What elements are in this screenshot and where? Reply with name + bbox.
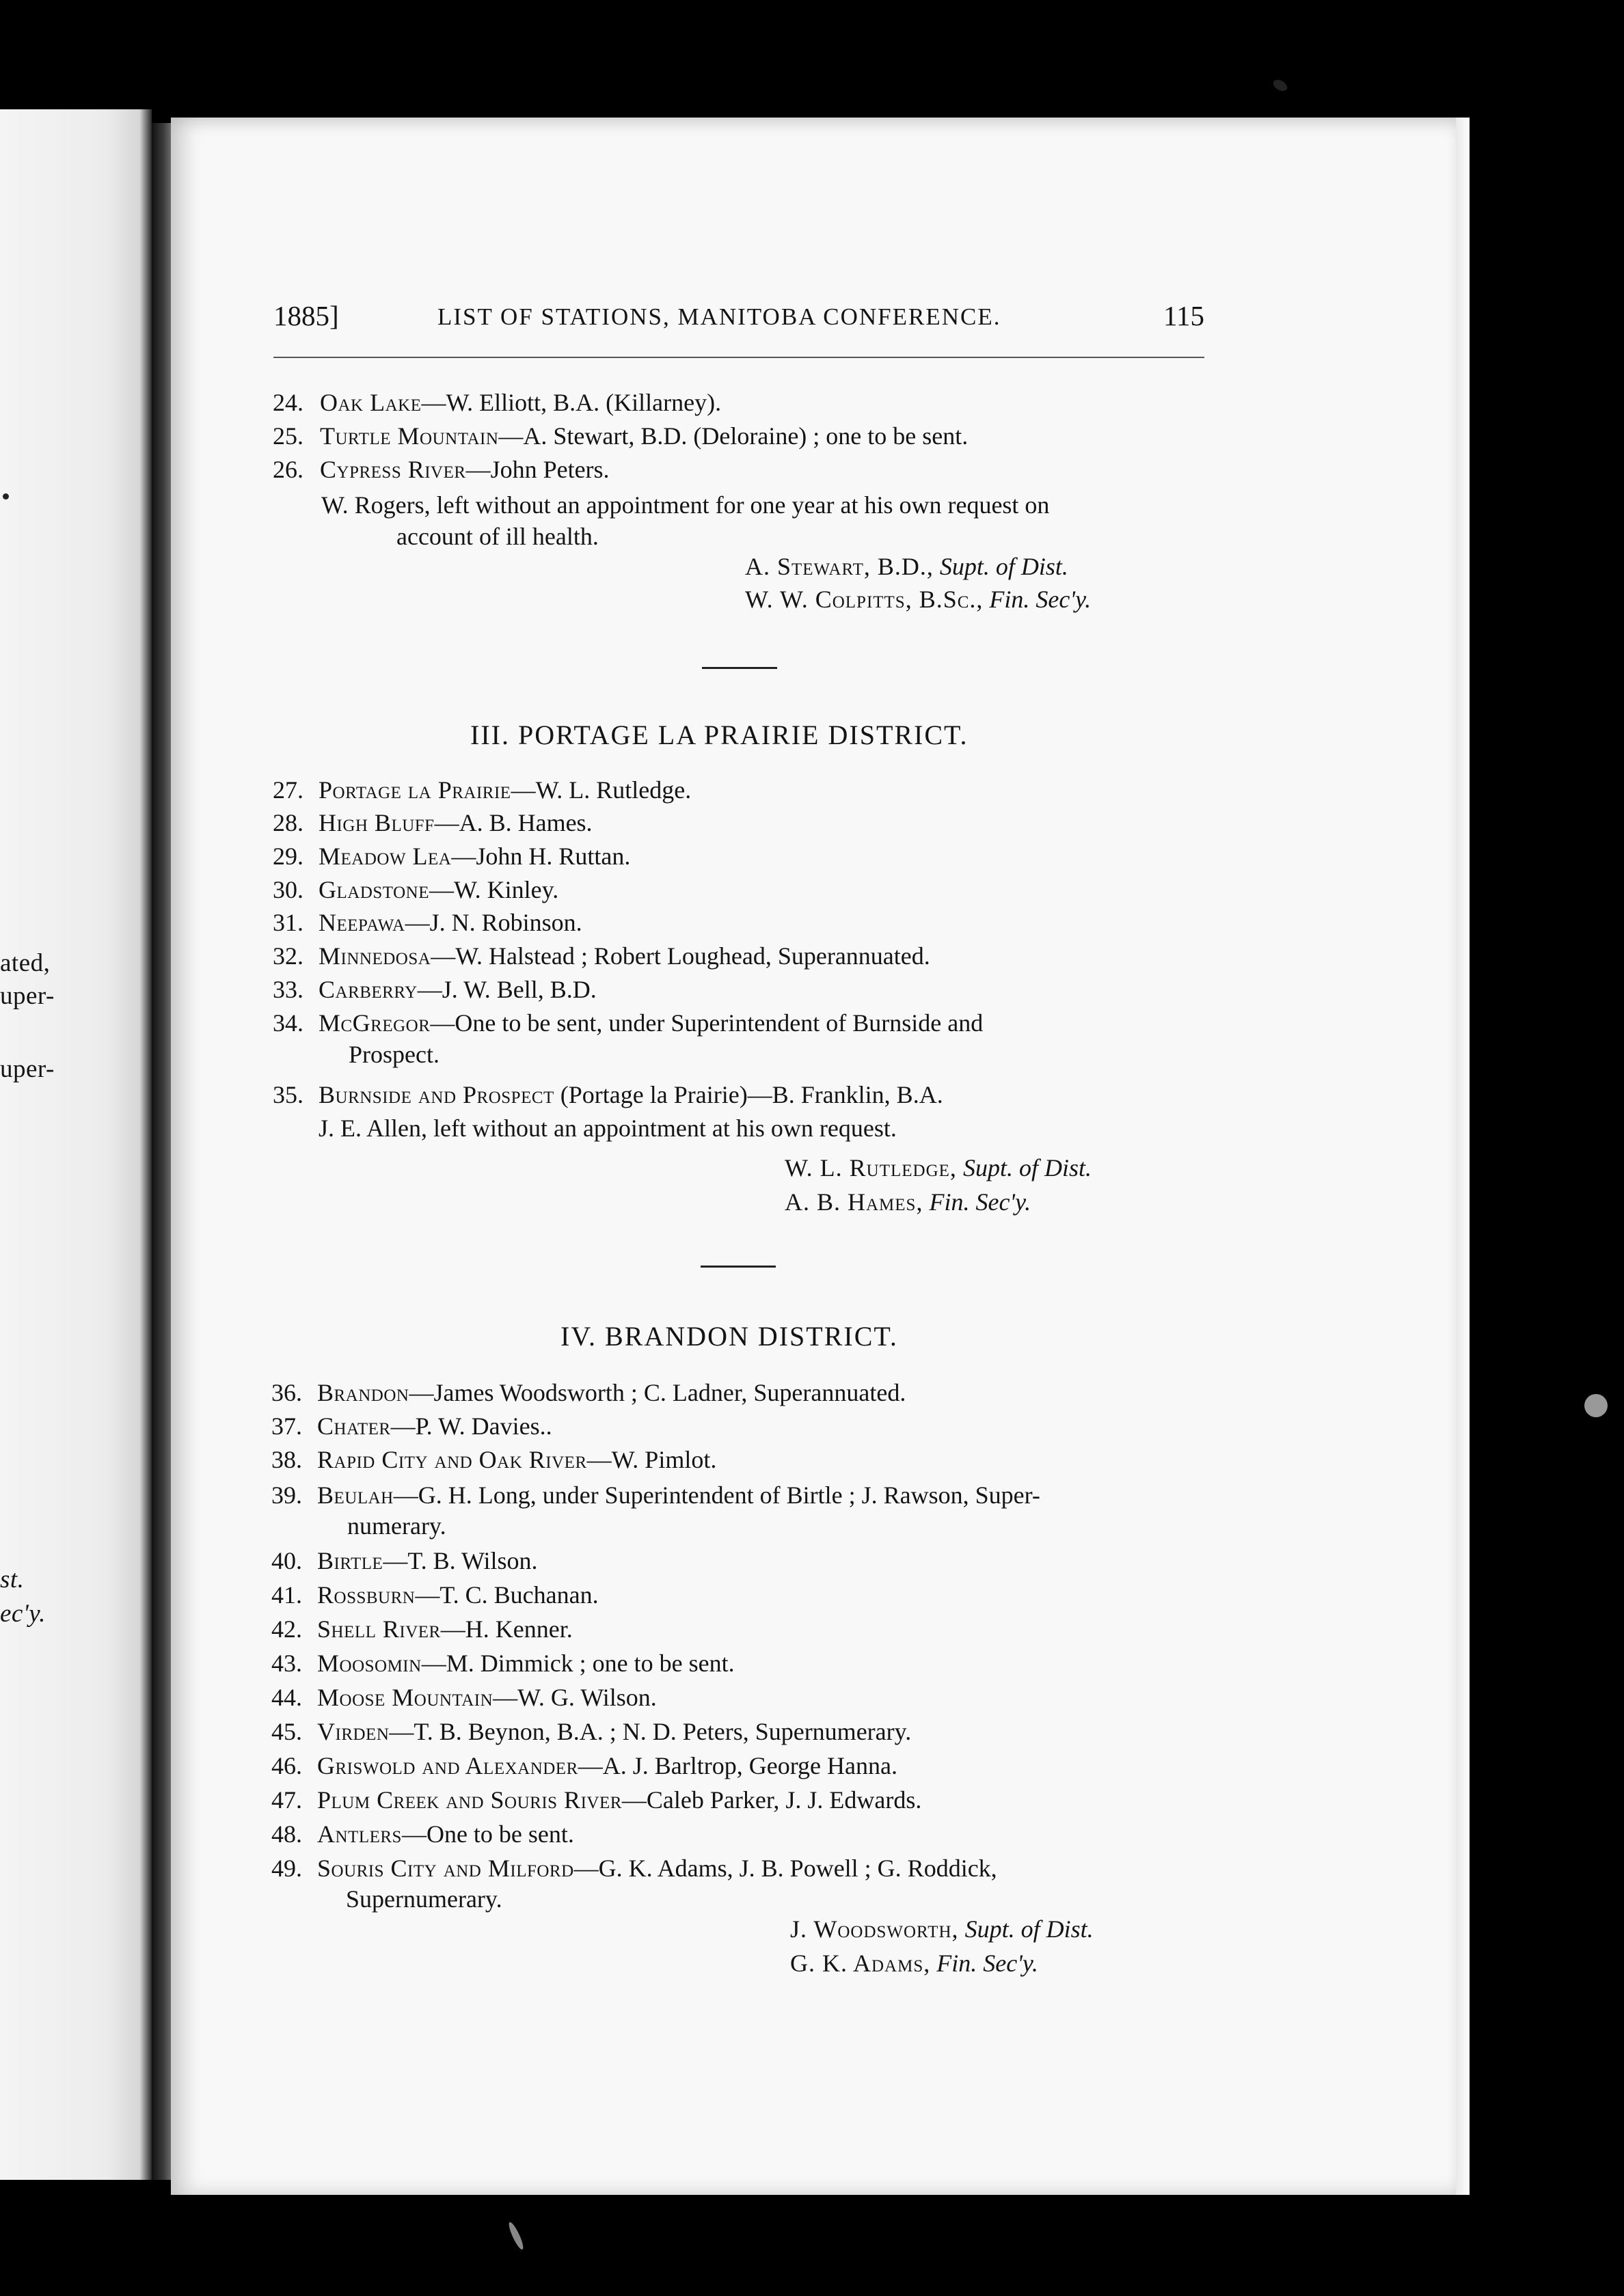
station-place: Burnside and Prospect <box>319 1081 554 1108</box>
station-place: High Bluff <box>319 809 435 836</box>
facing-page-fragment: st. <box>0 1566 25 1594</box>
entry-number: 41. <box>271 1581 302 1609</box>
station-text: —T. C. Buchanan. <box>415 1581 599 1609</box>
entry-number: 24. <box>273 389 303 416</box>
station-text: —M. Dimmick ; one to be sent. <box>421 1650 735 1677</box>
facing-page <box>0 109 152 2180</box>
facing-page-fragment: ated, <box>0 949 51 977</box>
facing-page-fragment: uper- <box>0 1055 55 1083</box>
station-place: Brandon <box>317 1379 409 1406</box>
station-place: Rapid City and Oak River <box>317 1446 587 1473</box>
station-place: Minnedosa <box>319 942 431 970</box>
station-text: —W. Halstead ; Robert Loughead, Superannuated. <box>431 942 930 970</box>
entry-number: 34. <box>273 1009 303 1037</box>
station-text: —W. Elliott, B.A. (Killarney). <box>421 389 722 416</box>
station-place: Meadow Lea <box>319 843 452 870</box>
signature-secretary <box>745 585 1091 614</box>
station-text: —G. H. Long, under Superintendent of Birtle ; J. Rawson, Super- <box>393 1481 1040 1509</box>
station-place: Griswold and Alexander <box>317 1752 578 1779</box>
entry-number: 45. <box>271 1718 302 1745</box>
signature-role: Fin. Sec'y. <box>929 1188 1031 1216</box>
entry-number: 49. <box>271 1855 302 1882</box>
station-text: —One to be sent, under Superintendent of Burnside and <box>430 1009 984 1037</box>
entry-number: 37. <box>271 1412 302 1440</box>
station-text: —Caleb Parker, J. J. Edwards. <box>621 1786 922 1814</box>
section-divider <box>702 667 777 669</box>
entry-number: 30. <box>273 876 303 903</box>
page-number: 115 <box>1163 300 1204 331</box>
dust-speck <box>3 493 9 500</box>
entry-number: 47. <box>271 1786 302 1814</box>
entry-number: 35. <box>273 1081 303 1108</box>
running-header <box>273 299 1204 340</box>
district-heading: III. PORTAGE LA PRAIRIE DISTRICT. <box>470 720 969 750</box>
station-place: Oak Lake <box>320 389 422 416</box>
entry-number: 40. <box>271 1547 302 1574</box>
entry-continuation: Supernumerary. <box>346 1885 502 1913</box>
signature-secretary <box>785 1188 1031 1216</box>
dust-speck <box>1584 1394 1608 1417</box>
station-text: —J. N. Robinson. <box>405 909 582 936</box>
station-text: —A. J. Barltrop, George Hanna. <box>578 1752 897 1779</box>
station-place: Souris City and Milford <box>317 1855 574 1882</box>
station-place: Rossburn <box>317 1581 416 1609</box>
dust-speck <box>1271 77 1289 93</box>
entry-number: 36. <box>271 1379 302 1406</box>
station-text: —W. Kinley. <box>429 876 559 903</box>
station-place: Virden <box>317 1718 390 1745</box>
entry-number: 26. <box>273 456 303 483</box>
station-place: Shell River <box>317 1615 441 1643</box>
station-text: (Portage la Prairie)—B. Franklin, B.A. <box>554 1081 943 1108</box>
station-place: McGregor <box>319 1009 431 1037</box>
station-text: —W. G. Wilson. <box>493 1684 657 1711</box>
signature-role: Supt. of Dist. <box>939 553 1068 580</box>
station-text: —J. W. Bell, B.D. <box>417 976 597 1003</box>
signature-superintendent <box>785 1153 1092 1182</box>
station-text: —H. Kenner. <box>440 1615 573 1643</box>
entry-continuation: Prospect. <box>349 1041 439 1068</box>
signature-role: Fin. Sec'y. <box>989 586 1092 613</box>
entry-number: 31. <box>273 909 303 936</box>
station-place: Moose Mountain <box>317 1684 493 1711</box>
station-text: —T. B. Beynon, B.A. ; N. D. Peters, Supernumerary. <box>389 1718 912 1745</box>
entry-number: 33. <box>273 976 303 1003</box>
entry-number: 46. <box>271 1752 302 1779</box>
station-place: Gladstone <box>319 876 429 903</box>
station-text: —T. B. Wilson. <box>383 1547 538 1574</box>
book-gutter <box>152 123 171 2180</box>
entry-number: 38. <box>271 1446 302 1473</box>
station-text: —W. Pimlot. <box>586 1446 717 1473</box>
entry-number: 39. <box>271 1481 302 1509</box>
station-place: Antlers <box>317 1820 402 1848</box>
district-heading: IV. BRANDON DISTRICT. <box>560 1321 898 1352</box>
station-place: Plum Creek and Souris River <box>317 1786 622 1814</box>
signature-name: G. K. Adams, <box>790 1950 931 1977</box>
station-place: Beulah <box>317 1481 394 1509</box>
district-note: W. Rogers, left without an appointment for one year at his own request on <box>321 491 1050 519</box>
header-title: LIST OF STATIONS, MANITOBA CONFERENCE. <box>437 303 1001 330</box>
entry-number: 42. <box>271 1615 302 1643</box>
entry-number: 28. <box>273 809 303 836</box>
station-text: —G. K. Adams, J. B. Powell ; G. Roddick, <box>573 1855 997 1882</box>
dust-speck <box>506 2221 526 2251</box>
signature-role: Supt. of Dist. <box>964 1915 1094 1943</box>
signature-name: A. Stewart, B.D., <box>745 553 934 580</box>
signature-name: W. L. Rutledge, <box>785 1154 957 1181</box>
entry-number: 32. <box>273 942 303 970</box>
facing-page-fragment: ec'y. <box>0 1600 46 1628</box>
entry-number: 29. <box>273 843 303 870</box>
section-divider <box>701 1266 776 1268</box>
station-text: —John H. Ruttan. <box>451 843 631 870</box>
station-text: —James Woodsworth ; C. Ladner, Superannuated. <box>409 1379 906 1406</box>
entry-number: 43. <box>271 1650 302 1677</box>
station-place: Birtle <box>317 1547 383 1574</box>
station-text: —One to be sent. <box>401 1820 574 1848</box>
signature-name: W. W. Colpitts, B.Sc., <box>745 586 984 613</box>
signature-role: Fin. Sec'y. <box>936 1950 1038 1977</box>
district-note-continuation: account of ill health. <box>396 523 599 550</box>
entry-number: 48. <box>271 1820 302 1848</box>
station-text: —P. W. Davies.. <box>390 1412 552 1440</box>
facing-page-fragment: uper- <box>0 982 55 1010</box>
station-place: Cypress River <box>320 456 466 483</box>
entry-number: 25. <box>273 422 303 450</box>
station-text: —A. Stewart, B.D. (Deloraine) ; one to be sent. <box>498 422 969 450</box>
signature-name: A. B. Hames, <box>785 1188 923 1216</box>
station-place: Turtle Mountain <box>320 422 499 450</box>
station-text: —A. B. Hames. <box>434 809 593 836</box>
signature-name: J. Woodsworth, <box>790 1915 959 1943</box>
header-year: 1885] <box>273 300 339 331</box>
entry-number: 44. <box>271 1684 302 1711</box>
station-place: Moosomin <box>317 1650 422 1677</box>
signature-secretary <box>790 1949 1038 1978</box>
page-edge <box>1456 118 1470 2195</box>
station-place: Portage la Prairie <box>319 776 511 804</box>
signature-superintendent <box>745 552 1068 581</box>
entry-number: 27. <box>273 776 303 804</box>
signature-role: Supt. of Dist. <box>962 1154 1092 1181</box>
signature-superintendent <box>790 1915 1094 1943</box>
district-note: J. E. Allen, left without an appointment at his own request. <box>319 1115 897 1142</box>
entry-continuation: numerary. <box>347 1512 446 1540</box>
station-place: Carberry <box>319 976 418 1003</box>
header-rule <box>273 357 1204 358</box>
station-place: Neepawa <box>319 909 405 936</box>
station-text: —W. L. Rutledge. <box>511 776 692 804</box>
station-place: Chater <box>317 1412 391 1440</box>
station-text: —John Peters. <box>465 456 610 483</box>
